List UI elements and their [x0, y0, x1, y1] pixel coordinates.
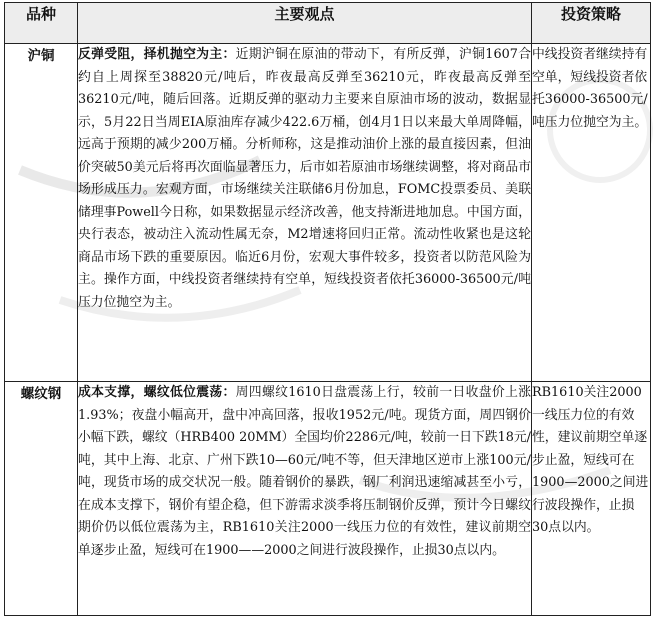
view-copper [78, 44, 532, 382]
header-variety: 品种 [5, 3, 78, 44]
variety-rebar: 螺纹钢 [5, 382, 78, 616]
header-investment-strategy: 投资策略 [532, 3, 651, 44]
table-row-copper [5, 44, 651, 382]
table-header-row [5, 3, 651, 44]
view-copper-lead: 反弹受阻，择机抛空为主： [78, 47, 236, 62]
view-rebar-body: 周四螺纹1610日盘震荡上行，较前一日收盘价上涨1.93%；夜盘小幅高开，盘中冲高回落，报收1952元/吨。现货方面，周四钢价小幅下跌，螺纹（HRB400 20MM）全国均价2286元/吨，较前一日下跌18元/吨，其中上海、北京、广州下跌10—60元/吨不等，但天津地区逆市上涨100元/吨，现货市场的成交状况一般。随着钢价的暴跌，钢厂利润迅速缩减甚至小亏，在成本支撑下，钢价有望企稳，但下游需求淡季将压制钢价反弹，预计今日螺纹期价仍以低位震荡为主，RB1610关注2000一线压力位的有效性，建议前期空单逐步止盈，短线可在1900——2000之间进行波段操作，止损30点以内。 [78, 385, 532, 558]
view-rebar-lead: 成本支撑，螺纹低位震荡： [78, 385, 236, 400]
commodity-strategy-table [4, 2, 651, 616]
strategy-copper: 中线投资者继续持有空单，短线投资者依托36000-36500元/吨压力位抛空为主。 [532, 44, 651, 382]
view-rebar [78, 382, 532, 616]
header-main-view: 主要观点 [78, 3, 532, 44]
strategy-rebar: RB1610关注2000一线压力位的有效性，建议前期空单逐步止盈，短线可在1900—2000之间进行波段操作，止损30点以内。 [532, 382, 651, 616]
view-copper-body: 近期沪铜在原油的带动下，有所反弹，沪铜1607合约自上周探至38820元/吨后，昨夜最高反弹至36210元，昨夜最高反弹至36210元/吨，随后回落。近期反弹的驱动力主要来自原油市场的波动，数据显示，5月22日当周EIA原油库存减少422.6万桶，创4月1日以来最大单周降幅，远高于预期的减少200万桶。分析师称，这是推动油价上涨的最直接因素，但油价突破50美元后将再次面临显著压力，后市如若原油市场继续调整，将对商品市场形成压力。宏观方面，市场继续关注联储6月份加息，FOMC投票委员、美联储理事Powell今日称，如果数据显示经济改善，他支持渐进地加息。中国方面，央行表态，被动注入流动性属无奈，M2增速将回归正常。流动性收紧也是这轮商品市场下跌的重要原因。临近6月份，宏观大事件较多，投资者以防范风险为主。操作方面，中线投资者继续持有空单，短线投资者依托36000-36500元/吨压力位抛空为主。 [78, 47, 532, 310]
variety-copper: 沪铜 [5, 44, 78, 382]
table-row-rebar [5, 382, 651, 616]
